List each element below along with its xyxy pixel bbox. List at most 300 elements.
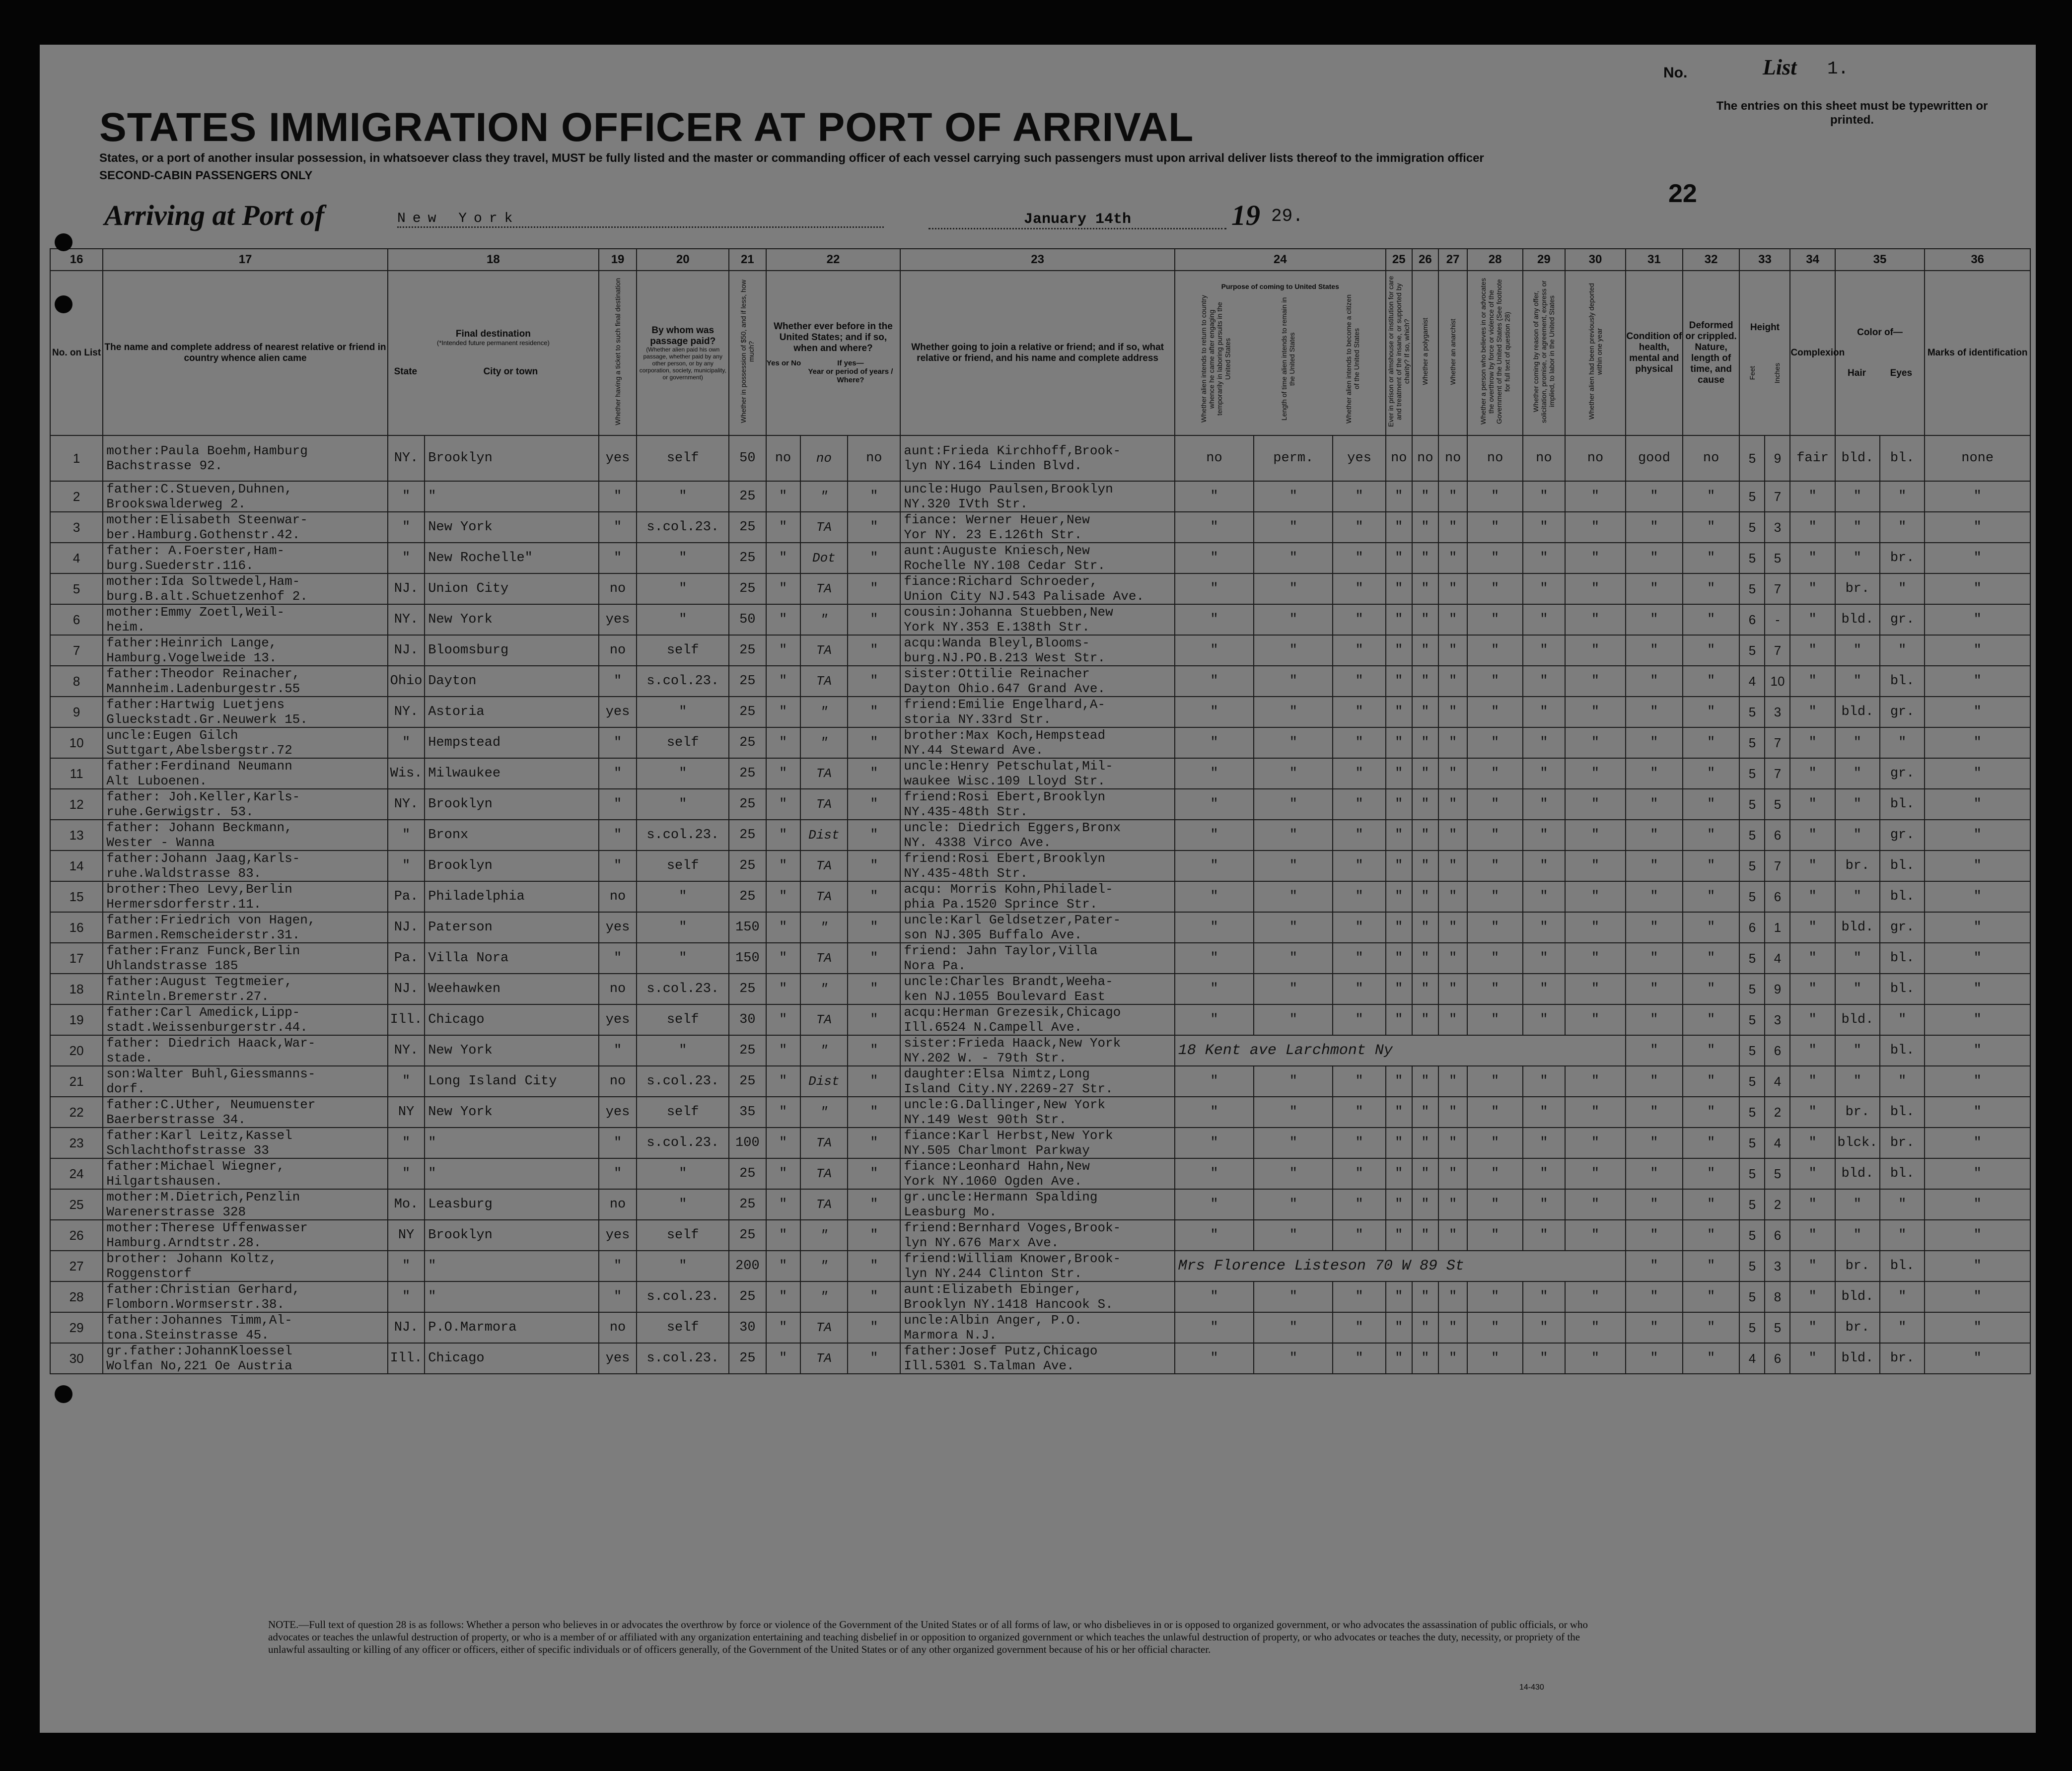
period-cell: " bbox=[800, 1035, 848, 1066]
marks-cell: " bbox=[1925, 604, 2030, 635]
height-feet-cell: 5 bbox=[1739, 1066, 1765, 1097]
city-cell: " bbox=[425, 1128, 599, 1158]
deformed-cell: " bbox=[1683, 1158, 1740, 1189]
marks-cell: " bbox=[1925, 1035, 2030, 1066]
joining-address-line: York NY.353 E.138th Str. bbox=[904, 620, 1090, 635]
marks-cell: " bbox=[1925, 1251, 2030, 1281]
relative-name-line: mother:Emmy Zoetl,Weil- bbox=[106, 605, 285, 620]
complexion-cell: " bbox=[1790, 697, 1835, 727]
deformed-cell: " bbox=[1683, 635, 1740, 666]
health-cell: " bbox=[1626, 543, 1683, 573]
citizen-intent-cell: " bbox=[1333, 573, 1385, 604]
height-inches-cell: 6 bbox=[1765, 1035, 1790, 1066]
intends-return-header: Whether alien intends to return to country whence he came after engaging temporarily in laboring pursuits in the United States bbox=[1199, 295, 1232, 423]
before-us-cell: " bbox=[766, 1158, 800, 1189]
q28-cell: " bbox=[1467, 1189, 1523, 1220]
ticket-cell: yes bbox=[599, 1004, 637, 1035]
ticket-cell: " bbox=[599, 943, 637, 974]
column-header-row bbox=[50, 271, 2030, 435]
marks-cell: " bbox=[1925, 1066, 2030, 1097]
header-joining: Whether going to join a relative or friend; and if so, what relative or friend, and his name and complete address bbox=[900, 271, 1174, 435]
height-feet-cell: 5 bbox=[1739, 820, 1765, 850]
citizen-intent-cell: " bbox=[1333, 881, 1385, 912]
colnum-26: 26 bbox=[1412, 249, 1438, 271]
state-cell: Ohio bbox=[388, 666, 425, 697]
joining-relative bbox=[900, 512, 1174, 543]
relative-abroad bbox=[103, 789, 388, 820]
eye-color-cell: bl. bbox=[1880, 789, 1925, 820]
relative-name-line: father:August Tegtmeier, bbox=[106, 974, 292, 989]
polygamist-cell: " bbox=[1412, 635, 1438, 666]
deported-cell: " bbox=[1565, 543, 1626, 573]
table-row bbox=[50, 758, 2030, 789]
citizen-intent-cell: yes bbox=[1333, 435, 1385, 481]
relative-address-line: Baerberstrasse 34. bbox=[106, 1112, 246, 1127]
complexion-cell: " bbox=[1790, 789, 1835, 820]
joining-relative bbox=[900, 1251, 1174, 1281]
complexion-cell: " bbox=[1790, 543, 1835, 573]
where-cell: " bbox=[848, 512, 900, 543]
header-anarchist bbox=[1438, 271, 1467, 435]
manifest-table bbox=[50, 248, 2031, 1374]
header-color-of bbox=[1835, 271, 1925, 435]
joining-address-line: ken NJ.1055 Boulevard East bbox=[904, 989, 1106, 1004]
height-inches-cell: - bbox=[1765, 604, 1790, 635]
complexion-cell: " bbox=[1790, 820, 1835, 850]
row-number: 22 bbox=[50, 1097, 103, 1128]
height-inches-cell: 2 bbox=[1765, 1097, 1790, 1128]
anarchist-header-text: Whether an anarchist bbox=[1449, 318, 1457, 385]
prison-cell: " bbox=[1386, 543, 1412, 573]
header-relative-abroad: The name and complete address of nearest relative or friend in country whence alien came bbox=[103, 271, 388, 435]
intends-return-cell: " bbox=[1175, 481, 1254, 512]
table-row bbox=[50, 697, 2030, 727]
height-feet-cell: 5 bbox=[1739, 635, 1765, 666]
period-cell: " bbox=[800, 974, 848, 1004]
q28-cell: " bbox=[1467, 727, 1523, 758]
joining-name-line: friend:Rosi Ebert,Brooklyn bbox=[904, 851, 1106, 866]
polygamist-cell: " bbox=[1412, 1097, 1438, 1128]
ticket-cell: " bbox=[599, 481, 637, 512]
height-inches-cell: 10 bbox=[1765, 666, 1790, 697]
where-cell: " bbox=[848, 789, 900, 820]
relative-name-line: mother:M.Dietrich,Penzlin bbox=[106, 1190, 300, 1204]
deformed-cell: " bbox=[1683, 1251, 1740, 1281]
complexion-cell: " bbox=[1790, 635, 1835, 666]
table-row bbox=[50, 1189, 2030, 1220]
ticket-cell: " bbox=[599, 512, 637, 543]
joining-address-line: lyn NY.244 Clinton Str. bbox=[904, 1266, 1082, 1281]
hair-color-cell: " bbox=[1835, 512, 1880, 543]
eye-color-cell: bl. bbox=[1880, 1251, 1925, 1281]
colnum-24: 24 bbox=[1175, 249, 1386, 271]
period-cell: TA bbox=[800, 758, 848, 789]
period-cell: TA bbox=[800, 1158, 848, 1189]
state-cell: NY bbox=[388, 1220, 425, 1251]
eye-color-cell: " bbox=[1880, 1004, 1925, 1035]
hair-color-cell: " bbox=[1835, 727, 1880, 758]
city-cell: New York bbox=[425, 1097, 599, 1128]
before-us-cell: " bbox=[766, 727, 800, 758]
joining-relative bbox=[900, 1128, 1174, 1158]
header-final-destination bbox=[388, 271, 599, 435]
marks-cell: " bbox=[1925, 481, 2030, 512]
passage-paid-cell: " bbox=[637, 573, 729, 604]
length-of-stay-cell: " bbox=[1254, 604, 1333, 635]
anarchist-cell: " bbox=[1438, 604, 1467, 635]
where-cell: " bbox=[848, 1281, 900, 1312]
ticket-cell: yes bbox=[599, 912, 637, 943]
joining-relative bbox=[900, 635, 1174, 666]
height-inches-cell: 7 bbox=[1765, 758, 1790, 789]
joining-name-line: uncle:Albin Anger, P.O. bbox=[904, 1313, 1082, 1328]
city-cell: New York bbox=[425, 604, 599, 635]
relative-address-line: Bachstrasse 92. bbox=[106, 458, 223, 473]
deported-cell: " bbox=[1565, 604, 1626, 635]
complexion-cell: " bbox=[1790, 1220, 1835, 1251]
city-cell: " bbox=[425, 1158, 599, 1189]
manifest-sheet bbox=[40, 45, 2036, 1733]
intends-return-cell: " bbox=[1175, 820, 1254, 850]
table-row bbox=[50, 666, 2030, 697]
height-feet-cell: 4 bbox=[1739, 1343, 1765, 1374]
where-cell: " bbox=[848, 604, 900, 635]
eye-color-cell: " bbox=[1880, 1312, 1925, 1343]
state-cell: NY. bbox=[388, 789, 425, 820]
eye-color-cell: bl. bbox=[1880, 881, 1925, 912]
header-where: Where? bbox=[837, 376, 864, 385]
hair-header: Hair bbox=[1848, 368, 1866, 378]
passage-paid-cell: " bbox=[637, 1251, 729, 1281]
height-inches-cell: 6 bbox=[1765, 1220, 1790, 1251]
colnum-27: 27 bbox=[1438, 249, 1467, 271]
prison-cell: " bbox=[1386, 1281, 1412, 1312]
period-cell: TA bbox=[800, 1343, 848, 1374]
table-row bbox=[50, 543, 2030, 573]
ticket-cell: " bbox=[599, 1251, 637, 1281]
city-cell: Villa Nora bbox=[425, 943, 599, 974]
prison-cell: " bbox=[1386, 1097, 1412, 1128]
health-cell: " bbox=[1626, 850, 1683, 881]
citizen-intent-cell: " bbox=[1333, 604, 1385, 635]
deformed-cell: " bbox=[1683, 789, 1740, 820]
before-us-cell: no bbox=[766, 435, 800, 481]
city-cell: Dayton bbox=[425, 666, 599, 697]
joining-name-line: friend:Bernhard Voges,Brook- bbox=[904, 1220, 1121, 1235]
citizen-intent-cell: " bbox=[1333, 481, 1385, 512]
marks-cell: " bbox=[1925, 1189, 2030, 1220]
deformed-cell: " bbox=[1683, 481, 1740, 512]
health-cell: " bbox=[1626, 1220, 1683, 1251]
q28-cell: " bbox=[1467, 697, 1523, 727]
row-number: 4 bbox=[50, 543, 103, 573]
relative-name-line: father: Diedrich Haack,War- bbox=[106, 1036, 316, 1051]
relative-address-line: Glueckstadt.Gr.Neuwerk 15. bbox=[106, 712, 308, 727]
passage-paid-cell: s.col.23. bbox=[637, 512, 729, 543]
money-cell: 30 bbox=[729, 1004, 766, 1035]
eye-color-cell: br. bbox=[1880, 1343, 1925, 1374]
deported-cell: " bbox=[1565, 573, 1626, 604]
period-cell: " bbox=[800, 1281, 848, 1312]
where-cell: " bbox=[848, 635, 900, 666]
joining-relative bbox=[900, 1004, 1174, 1035]
table-row bbox=[50, 1066, 2030, 1097]
relative-name-line: father:Karl Leitz,Kassel bbox=[106, 1128, 292, 1143]
intends-return-cell: " bbox=[1175, 1343, 1254, 1374]
health-cell: " bbox=[1626, 1128, 1683, 1158]
row-number: 9 bbox=[50, 697, 103, 727]
passage-paid-cell: " bbox=[637, 912, 729, 943]
length-of-stay-cell: " bbox=[1254, 635, 1333, 666]
state-cell: NJ. bbox=[388, 974, 425, 1004]
q28-cell: " bbox=[1467, 1312, 1523, 1343]
row-number: 23 bbox=[50, 1128, 103, 1158]
deformed-cell: " bbox=[1683, 974, 1740, 1004]
joining-name-line: fiance: Werner Heuer,New bbox=[904, 512, 1090, 527]
before-us-cell: " bbox=[766, 604, 800, 635]
anarchist-cell: " bbox=[1438, 1281, 1467, 1312]
joining-address-line: burg.NJ.PO.B.213 West Str. bbox=[904, 650, 1106, 665]
row-number: 17 bbox=[50, 943, 103, 974]
table-row bbox=[50, 635, 2030, 666]
relative-abroad bbox=[103, 974, 388, 1004]
where-cell: " bbox=[848, 974, 900, 1004]
anarchist-cell: " bbox=[1438, 512, 1467, 543]
joining-name-line: acqu:Wanda Bleyl,Blooms- bbox=[904, 636, 1090, 650]
q28-cell: " bbox=[1467, 512, 1523, 543]
period-cell: TA bbox=[800, 881, 848, 912]
period-cell: TA bbox=[800, 789, 848, 820]
length-of-stay-cell: perm. bbox=[1254, 435, 1333, 481]
table-row bbox=[50, 789, 2030, 820]
health-cell: " bbox=[1626, 1097, 1683, 1128]
colnum-23: 23 bbox=[900, 249, 1174, 271]
height-feet-cell: 5 bbox=[1739, 1189, 1765, 1220]
header-height bbox=[1739, 271, 1790, 435]
before-us-cell: " bbox=[766, 635, 800, 666]
joining-relative bbox=[900, 1343, 1174, 1374]
table-row bbox=[50, 912, 2030, 943]
height-inches-cell: 1 bbox=[1765, 912, 1790, 943]
where-cell: " bbox=[848, 1066, 900, 1097]
length-of-stay-cell: " bbox=[1254, 820, 1333, 850]
q28-cell: " bbox=[1467, 789, 1523, 820]
deformed-cell: " bbox=[1683, 912, 1740, 943]
before-us-cell: " bbox=[766, 1097, 800, 1128]
height-feet-cell: 5 bbox=[1739, 573, 1765, 604]
q28-cell: " bbox=[1467, 1128, 1523, 1158]
passage-paid-cell: self bbox=[637, 1004, 729, 1035]
prison-cell: " bbox=[1386, 573, 1412, 604]
health-cell: " bbox=[1626, 820, 1683, 850]
height-inches-cell: 4 bbox=[1765, 1066, 1790, 1097]
marks-cell: " bbox=[1925, 974, 2030, 1004]
period-cell: " bbox=[800, 697, 848, 727]
hair-color-cell: " bbox=[1835, 881, 1880, 912]
header-prison bbox=[1386, 271, 1412, 435]
q29-cell: " bbox=[1523, 758, 1565, 789]
polygamist-cell: " bbox=[1412, 697, 1438, 727]
joining-name-line: friend:Emilie Engelhard,A- bbox=[904, 697, 1106, 712]
complexion-cell: " bbox=[1790, 974, 1835, 1004]
q28-cell: " bbox=[1467, 635, 1523, 666]
height-inches-cell: 3 bbox=[1765, 1004, 1790, 1035]
relative-name-line: father:C.Uther, Neumuenster bbox=[106, 1097, 316, 1112]
city-cell: Weehawken bbox=[425, 974, 599, 1004]
where-cell: " bbox=[848, 1251, 900, 1281]
q29-cell: " bbox=[1523, 974, 1565, 1004]
prison-cell: " bbox=[1386, 1189, 1412, 1220]
citizen-intent-cell: " bbox=[1333, 1312, 1385, 1343]
deported-cell: " bbox=[1565, 1281, 1626, 1312]
height-title: Height bbox=[1750, 322, 1780, 333]
complexion-cell: " bbox=[1790, 1281, 1835, 1312]
deformed-cell: " bbox=[1683, 604, 1740, 635]
relative-abroad bbox=[103, 1189, 388, 1220]
passage-paid-cell: " bbox=[637, 697, 729, 727]
marks-cell: " bbox=[1925, 1158, 2030, 1189]
state-cell: NY. bbox=[388, 435, 425, 481]
hair-color-cell: br. bbox=[1835, 1251, 1880, 1281]
citizen-intent-cell: " bbox=[1333, 1128, 1385, 1158]
height-feet-cell: 5 bbox=[1739, 1128, 1765, 1158]
relative-address-line: Hermersdorferstr.11. bbox=[106, 897, 262, 912]
relative-abroad bbox=[103, 543, 388, 573]
ticket-cell: " bbox=[599, 789, 637, 820]
passage-note: (Whether alien paid his own passage, whether paid by any other person, or by any corporation, society, municipality, or government) bbox=[639, 346, 726, 381]
marks-cell: " bbox=[1925, 881, 2030, 912]
health-cell: " bbox=[1626, 573, 1683, 604]
height-feet-cell: 5 bbox=[1739, 974, 1765, 1004]
deported-cell: " bbox=[1565, 1189, 1626, 1220]
handwritten-annotation: Mrs Florence Listeson 70 W 89 St bbox=[1175, 1251, 1626, 1281]
row-number: 3 bbox=[50, 512, 103, 543]
deformed-cell: " bbox=[1683, 1066, 1740, 1097]
state-cell: NY. bbox=[388, 604, 425, 635]
state-cell: Wis. bbox=[388, 758, 425, 789]
citizen-intent-cell: " bbox=[1333, 1097, 1385, 1128]
period-cell: TA bbox=[800, 943, 848, 974]
relative-name-line: mother:Ida Soltwedel,Ham- bbox=[106, 574, 300, 589]
joining-name-line: uncle:G.Dallinger,New York bbox=[904, 1097, 1106, 1112]
hair-color-cell: " bbox=[1835, 481, 1880, 512]
eye-color-cell: " bbox=[1880, 635, 1925, 666]
relative-address-line: ruhe.Waldstrasse 83. bbox=[106, 866, 262, 881]
eye-color-cell: bl. bbox=[1880, 666, 1925, 697]
q29-cell: " bbox=[1523, 1004, 1565, 1035]
relative-address-line: ruhe.Gerwigstr. 53. bbox=[106, 804, 254, 819]
marks-cell: " bbox=[1925, 820, 2030, 850]
where-cell: " bbox=[848, 1004, 900, 1035]
prison-cell: " bbox=[1386, 1312, 1412, 1343]
joining-name-line: aunt:Elizabeth Ebinger, bbox=[904, 1282, 1082, 1297]
city-cell: Bronx bbox=[425, 820, 599, 850]
q28-cell: " bbox=[1467, 666, 1523, 697]
city-cell: " bbox=[425, 1281, 599, 1312]
complexion-cell: " bbox=[1790, 881, 1835, 912]
height-inches-cell: 7 bbox=[1765, 573, 1790, 604]
passage-paid-cell: " bbox=[637, 604, 729, 635]
passage-paid-cell: s.col.23. bbox=[637, 820, 729, 850]
relative-address-line: Rinteln.Bremerstr.27. bbox=[106, 989, 269, 1004]
prison-cell: " bbox=[1386, 974, 1412, 1004]
header-no: No. on List bbox=[50, 271, 103, 435]
length-of-stay-cell: " bbox=[1254, 573, 1333, 604]
length-of-stay-cell: " bbox=[1254, 666, 1333, 697]
where-cell: " bbox=[848, 1312, 900, 1343]
relative-name-line: brother:Theo Levy,Berlin bbox=[106, 882, 292, 897]
height-feet-cell: 5 bbox=[1739, 1158, 1765, 1189]
hair-color-cell: " bbox=[1835, 1066, 1880, 1097]
relative-abroad bbox=[103, 881, 388, 912]
joining-name-line: uncle: Diedrich Eggers,Bronx bbox=[904, 820, 1121, 835]
intends-return-cell: " bbox=[1175, 635, 1254, 666]
row-number: 28 bbox=[50, 1281, 103, 1312]
table-row bbox=[50, 727, 2030, 758]
joining-name-line: uncle:Karl Geldsetzer,Pater- bbox=[904, 913, 1121, 927]
sheet-number: 22 bbox=[1668, 179, 1697, 208]
length-of-stay-cell: " bbox=[1254, 1281, 1333, 1312]
q28-cell: " bbox=[1467, 943, 1523, 974]
height-inches-cell: 2 bbox=[1765, 1189, 1790, 1220]
health-cell: " bbox=[1626, 1004, 1683, 1035]
where-cell: " bbox=[848, 727, 900, 758]
q28-cell: " bbox=[1467, 1066, 1523, 1097]
column-number-row bbox=[50, 249, 2030, 271]
where-cell: " bbox=[848, 481, 900, 512]
row-number: 2 bbox=[50, 481, 103, 512]
period-cell: " bbox=[800, 1251, 848, 1281]
money-cell: 25 bbox=[729, 727, 766, 758]
citizen-intent-cell: " bbox=[1333, 1343, 1385, 1374]
city-cell: New Rochelle" bbox=[425, 543, 599, 573]
header-passage bbox=[637, 271, 729, 435]
joining-relative bbox=[900, 604, 1174, 635]
intends-return-cell: " bbox=[1175, 912, 1254, 943]
money-cell: 25 bbox=[729, 1189, 766, 1220]
height-feet-cell: 5 bbox=[1739, 697, 1765, 727]
colnum-17: 17 bbox=[103, 249, 388, 271]
ticket-cell: no bbox=[599, 635, 637, 666]
polygamist-cell: " bbox=[1412, 1128, 1438, 1158]
period-cell: no bbox=[800, 435, 848, 481]
prison-cell: " bbox=[1386, 1128, 1412, 1158]
ticket-cell: no bbox=[599, 974, 637, 1004]
deported-cell: " bbox=[1565, 1097, 1626, 1128]
header-city: City or town bbox=[483, 366, 538, 377]
anarchist-cell: " bbox=[1438, 1343, 1467, 1374]
q29-cell: " bbox=[1523, 850, 1565, 881]
anarchist-cell: " bbox=[1438, 820, 1467, 850]
city-cell: Bloomsburg bbox=[425, 635, 599, 666]
prison-cell: " bbox=[1386, 1066, 1412, 1097]
length-of-stay-cell: " bbox=[1254, 512, 1333, 543]
relative-name-line: son:Walter Buhl,Giessmanns- bbox=[106, 1066, 316, 1081]
where-cell: " bbox=[848, 1097, 900, 1128]
intends-return-cell: " bbox=[1175, 1128, 1254, 1158]
deformed-cell: " bbox=[1683, 1189, 1740, 1220]
row-number: 16 bbox=[50, 912, 103, 943]
joining-name-line: aunt:Frieda Kirchhoff,Brook- bbox=[904, 443, 1121, 458]
marks-cell: " bbox=[1925, 1281, 2030, 1312]
intends-return-cell: " bbox=[1175, 1189, 1254, 1220]
deported-cell: " bbox=[1565, 1004, 1626, 1035]
length-of-stay-cell: " bbox=[1254, 912, 1333, 943]
before-us-cell: " bbox=[766, 1066, 800, 1097]
joining-address-line: Yor NY. 23 E.126th Str. bbox=[904, 527, 1082, 542]
state-cell: " bbox=[388, 543, 425, 573]
q28-cell: " bbox=[1467, 1004, 1523, 1035]
